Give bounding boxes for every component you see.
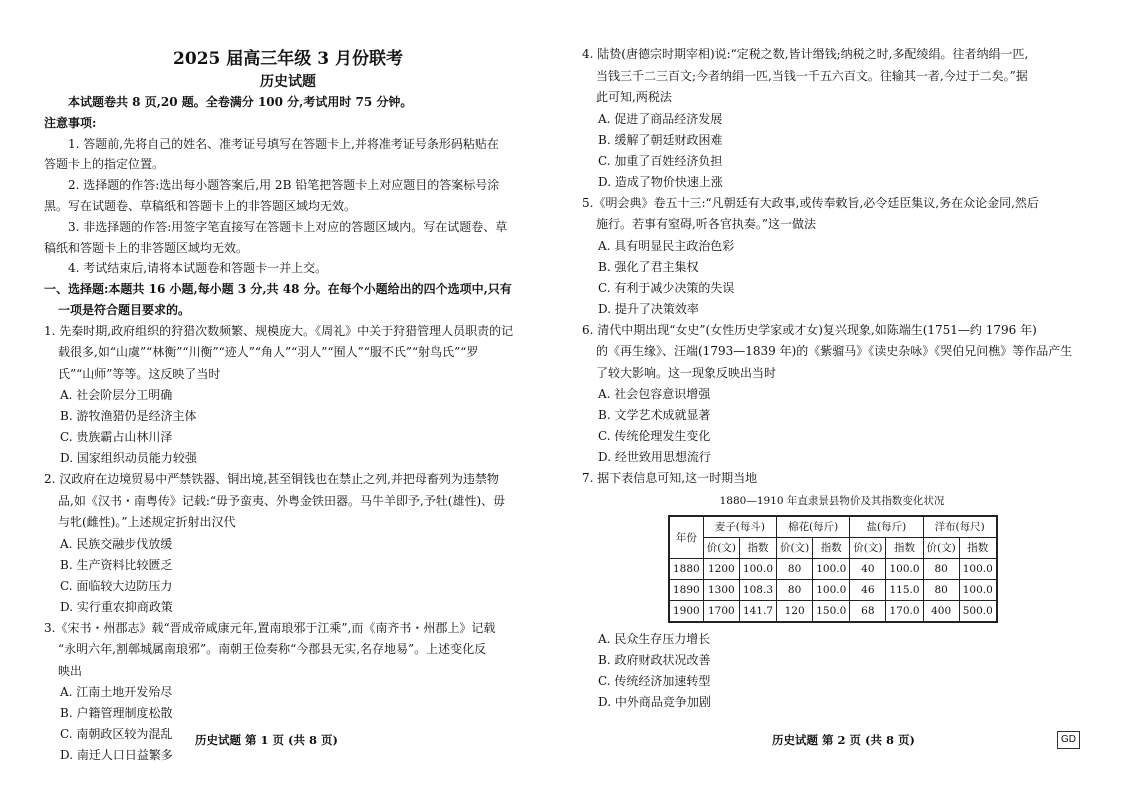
notice-line: 3. 非选择题的作答:用签字笔直接写在答题卡上对应的答题区域内。写在试题卷、草 [68,219,508,234]
question-2 [44,469,532,618]
exam-title: 2025 届高三年级 3 月份联考 [173,49,403,69]
table-cell: 1880 [669,558,703,579]
table-header-row [669,516,997,538]
exam-intro: 本试题卷共 8 页,20 题。全卷满分 100 分,考试用时 75 分钟。 [68,95,413,109]
table-cell: 1900 [669,600,703,622]
price-index-table [668,515,998,623]
table-cell: 100.0 [959,579,997,600]
question-stem-line: 7. 据下表信息可知,这一时期当地 [582,471,758,485]
question-option: C. 面临较大边防压力 [60,578,173,593]
question-stem-line: 与牝(雌性)。”上述规定折射出汉代 [58,515,236,530]
notice-line: 4. 考试结束后,请将本试题卷和答题卡一并上交。 [68,261,328,276]
question-option: D. 国家组织动员能力较强 [60,451,197,466]
table-cell: 100.0 [739,558,776,579]
exam-subject: 历史试题 [260,74,316,90]
left-page [44,44,532,766]
question-option: D. 经世致用思想流行 [598,450,711,464]
table-cell: 1700 [703,600,739,622]
table-cell: 80 [923,579,959,600]
table-cell: 115.0 [886,579,923,600]
question-5 [582,193,1082,320]
table-cell: 100.0 [813,579,850,600]
question-stem-line: 施行。若事有窒碍,听各官执奏。”这一做法 [596,217,816,231]
table-cell: 1200 [703,558,739,579]
table-cell: 40 [850,558,886,579]
gd-badge: GD [1057,731,1080,749]
question-option: B. 政府财政状况改善 [598,652,711,667]
question-option: B. 文学艺术成就显著 [598,408,711,422]
question-option: C. 南朝政区较为混乱 [60,727,173,742]
question-stem-line: 氏”“山师”等等。这反映了当时 [58,366,221,381]
page-footer-right: 历史试题 第 2 页 (共 8 页) [772,733,915,747]
section-heading-2: 一项是符合题目要求的。 [58,302,191,317]
question-option: C. 贵族霸占山林川泽 [60,430,173,445]
table-group-header: 盐(每斤) [850,516,923,538]
question-option: A. 促进了商品经济发展 [598,111,723,126]
question-option: B. 游牧渔猎仍是经济主体 [60,409,197,424]
table-caption: 1880—1910 年直隶景县物价及其指数变化状况 [719,494,945,507]
question-stem-line: 2. 汉政府在边境贸易中严禁铁器、铜出境,甚至铜钱也在禁止之列,并把母畜列为违禁物 [44,472,499,487]
question-6 [582,320,1082,469]
question-option: D. 提升了决策效率 [598,301,699,316]
question-7 [582,468,1082,713]
table-cell: 1890 [669,579,703,600]
table-price-header: 价(文) [703,537,739,558]
question-option: A. 江南土地开发殆尽 [60,685,173,700]
question-stem-line: 5.《明会典》卷五十三:“凡朝廷有大政事,或传奉敕旨,必令廷臣集议,务在众论金同,然后 [582,195,1039,210]
question-stem-line: 3.《宋书・州郡志》载“晋成帝咸康元年,置南琅邪于江乘”,而《南齐书・州郡上》记载 [44,620,496,635]
table-cell: 400 [923,600,959,622]
question-list-right [582,44,1082,713]
table-row [669,558,997,579]
question-stem-line: 映出 [58,663,83,678]
table-cell: 100.0 [886,558,923,579]
notice-line: 稿纸和答题卡上的非答题区域均无效。 [44,240,249,255]
question-option: A. 民族交融步伐放缓 [60,536,173,551]
question-4 [582,44,1082,193]
table-cell: 68 [850,600,886,622]
question-stem-line: 了较大影响。这一现象反映出当时 [596,365,777,380]
notice-line: 1. 答题前,先将自己的姓名、准考证号填写在答题卡上,并将准考证号条形码粘贴在 [68,136,499,151]
table-row [669,579,997,600]
table-subheader-row [669,537,997,558]
question-option: A. 社会阶层分工明确 [60,388,173,403]
question-option: D. 造成了物价快速上涨 [598,174,723,189]
question-stem-line: 的《再生缘》、汪端(1793—1839 年)的《紫骝马》《读史杂咏》《哭伯兄问樵》等作品产生 [596,344,1073,358]
table-cell: 1300 [703,579,739,600]
question-stem-line: 品,如《汉书・南粤传》记载:“毋予蛮夷、外粤金铁田器。马牛羊即予,予牡(雄性)、毋 [58,493,506,508]
notice-line: 黑。写在试题卷、草稿纸和答题卡上的非答题区域均无效。 [44,198,357,213]
question-stem-line: 载很多,如“山虞”“林衡”“川衡”“迹人”“角人”“羽人”“囿人”“服不氏”“射鸟氏”“罗 [58,345,479,360]
notice-line: 2. 选择题的作答:选出每小题答案后,用 2B 铅笔把答题卡上对应题目的答案标号涂 [68,178,500,193]
table-cell: 46 [850,579,886,600]
question-option: D. 南迁人口日益繁多 [60,748,173,763]
table-cell: 80 [923,558,959,579]
question-stem-line: 6. 清代中期出现“女史”(女性历史学家或才女)复兴现象,如陈端生(1751—约 1796 年) [582,322,1037,337]
table-cell: 100.0 [813,558,850,579]
table-index-header: 指数 [959,537,997,558]
question-option: A. 民众生存压力增长 [598,631,711,646]
table-cell: 141.7 [739,600,776,622]
question-stem-line: “永明六年,割鄣城属南琅邪”。南朝王俭奏称“今郡县无实,名存地易”。上述变化反 [58,642,487,657]
question-option: B. 户籍管理制度松散 [60,706,173,721]
question-stem-line: 1. 先秦时期,政府组织的狩猎次数频繁、规模庞大。《周礼》中关于狩猎管理人员职责的记 [44,323,514,338]
table-group-header: 洋布(每尺) [923,516,997,538]
table-price-header: 价(文) [923,537,959,558]
question-option: B. 生产资料比较匮乏 [60,557,173,572]
table-price-header: 价(文) [777,537,813,558]
question-option: D. 中外商品竞争加剧 [598,694,711,709]
table-year-header: 年份 [669,516,703,559]
page-footer-left: 历史试题 第 1 页 (共 8 页) [195,733,338,747]
question-option: C. 加重了百姓经济负担 [598,153,723,168]
question-option: C. 传统经济加速转型 [598,673,711,688]
question-option: C. 有利于减少决策的失误 [598,280,735,295]
table-cell: 150.0 [813,600,850,622]
question-stem-line: 4. 陆贽(唐德宗时期宰相)说:“定税之数,皆计缗钱;纳税之时,多配绫绢。往者纳绢一匹, [582,47,1029,61]
notice-list [44,134,532,280]
question-option: D. 实行重农抑商政策 [60,599,173,614]
question-list-left [44,321,532,767]
question-stem-line: 此可知,两税法 [596,90,672,104]
table-index-header: 指数 [886,537,923,558]
table-cell: 170.0 [886,600,923,622]
table-group-header: 棉花(每斤) [777,516,850,538]
question-stem-line: 当钱三千二三百文;今者纳绢一匹,当钱一千五六百文。往输其一者,今过于二矣。”据 [596,68,1028,83]
table-price-header: 价(文) [850,537,886,558]
question-option: B. 强化了君主集权 [598,259,699,274]
table-cell: 120 [777,600,813,622]
question-1 [44,321,532,470]
notice-heading: 注意事项: [44,115,97,130]
table-row [669,600,997,622]
table-cell: 100.0 [959,558,997,579]
question-option: C. 传统伦理发生变化 [598,429,711,443]
section-heading-1: 一、选择题:本题共 16 小题,每小题 3 分,共 48 分。在每个小题给出的四个选项中,只有 [44,282,512,297]
table-cell: 80 [777,558,813,579]
table-group-header: 麦子(每斗) [703,516,776,538]
notice-line: 答题卡上的指定位置。 [44,157,165,172]
table-index-header: 指数 [813,537,850,558]
question-option: B. 缓解了朝廷财政困难 [598,132,723,147]
table-index-header: 指数 [739,537,776,558]
question-option: A. 社会包容意识增强 [598,387,711,401]
table-cell: 500.0 [959,600,997,622]
right-page [582,44,1082,713]
table-cell: 80 [777,579,813,600]
question-option: A. 具有明显民主政治色彩 [598,238,735,253]
table-cell: 108.3 [739,579,776,600]
